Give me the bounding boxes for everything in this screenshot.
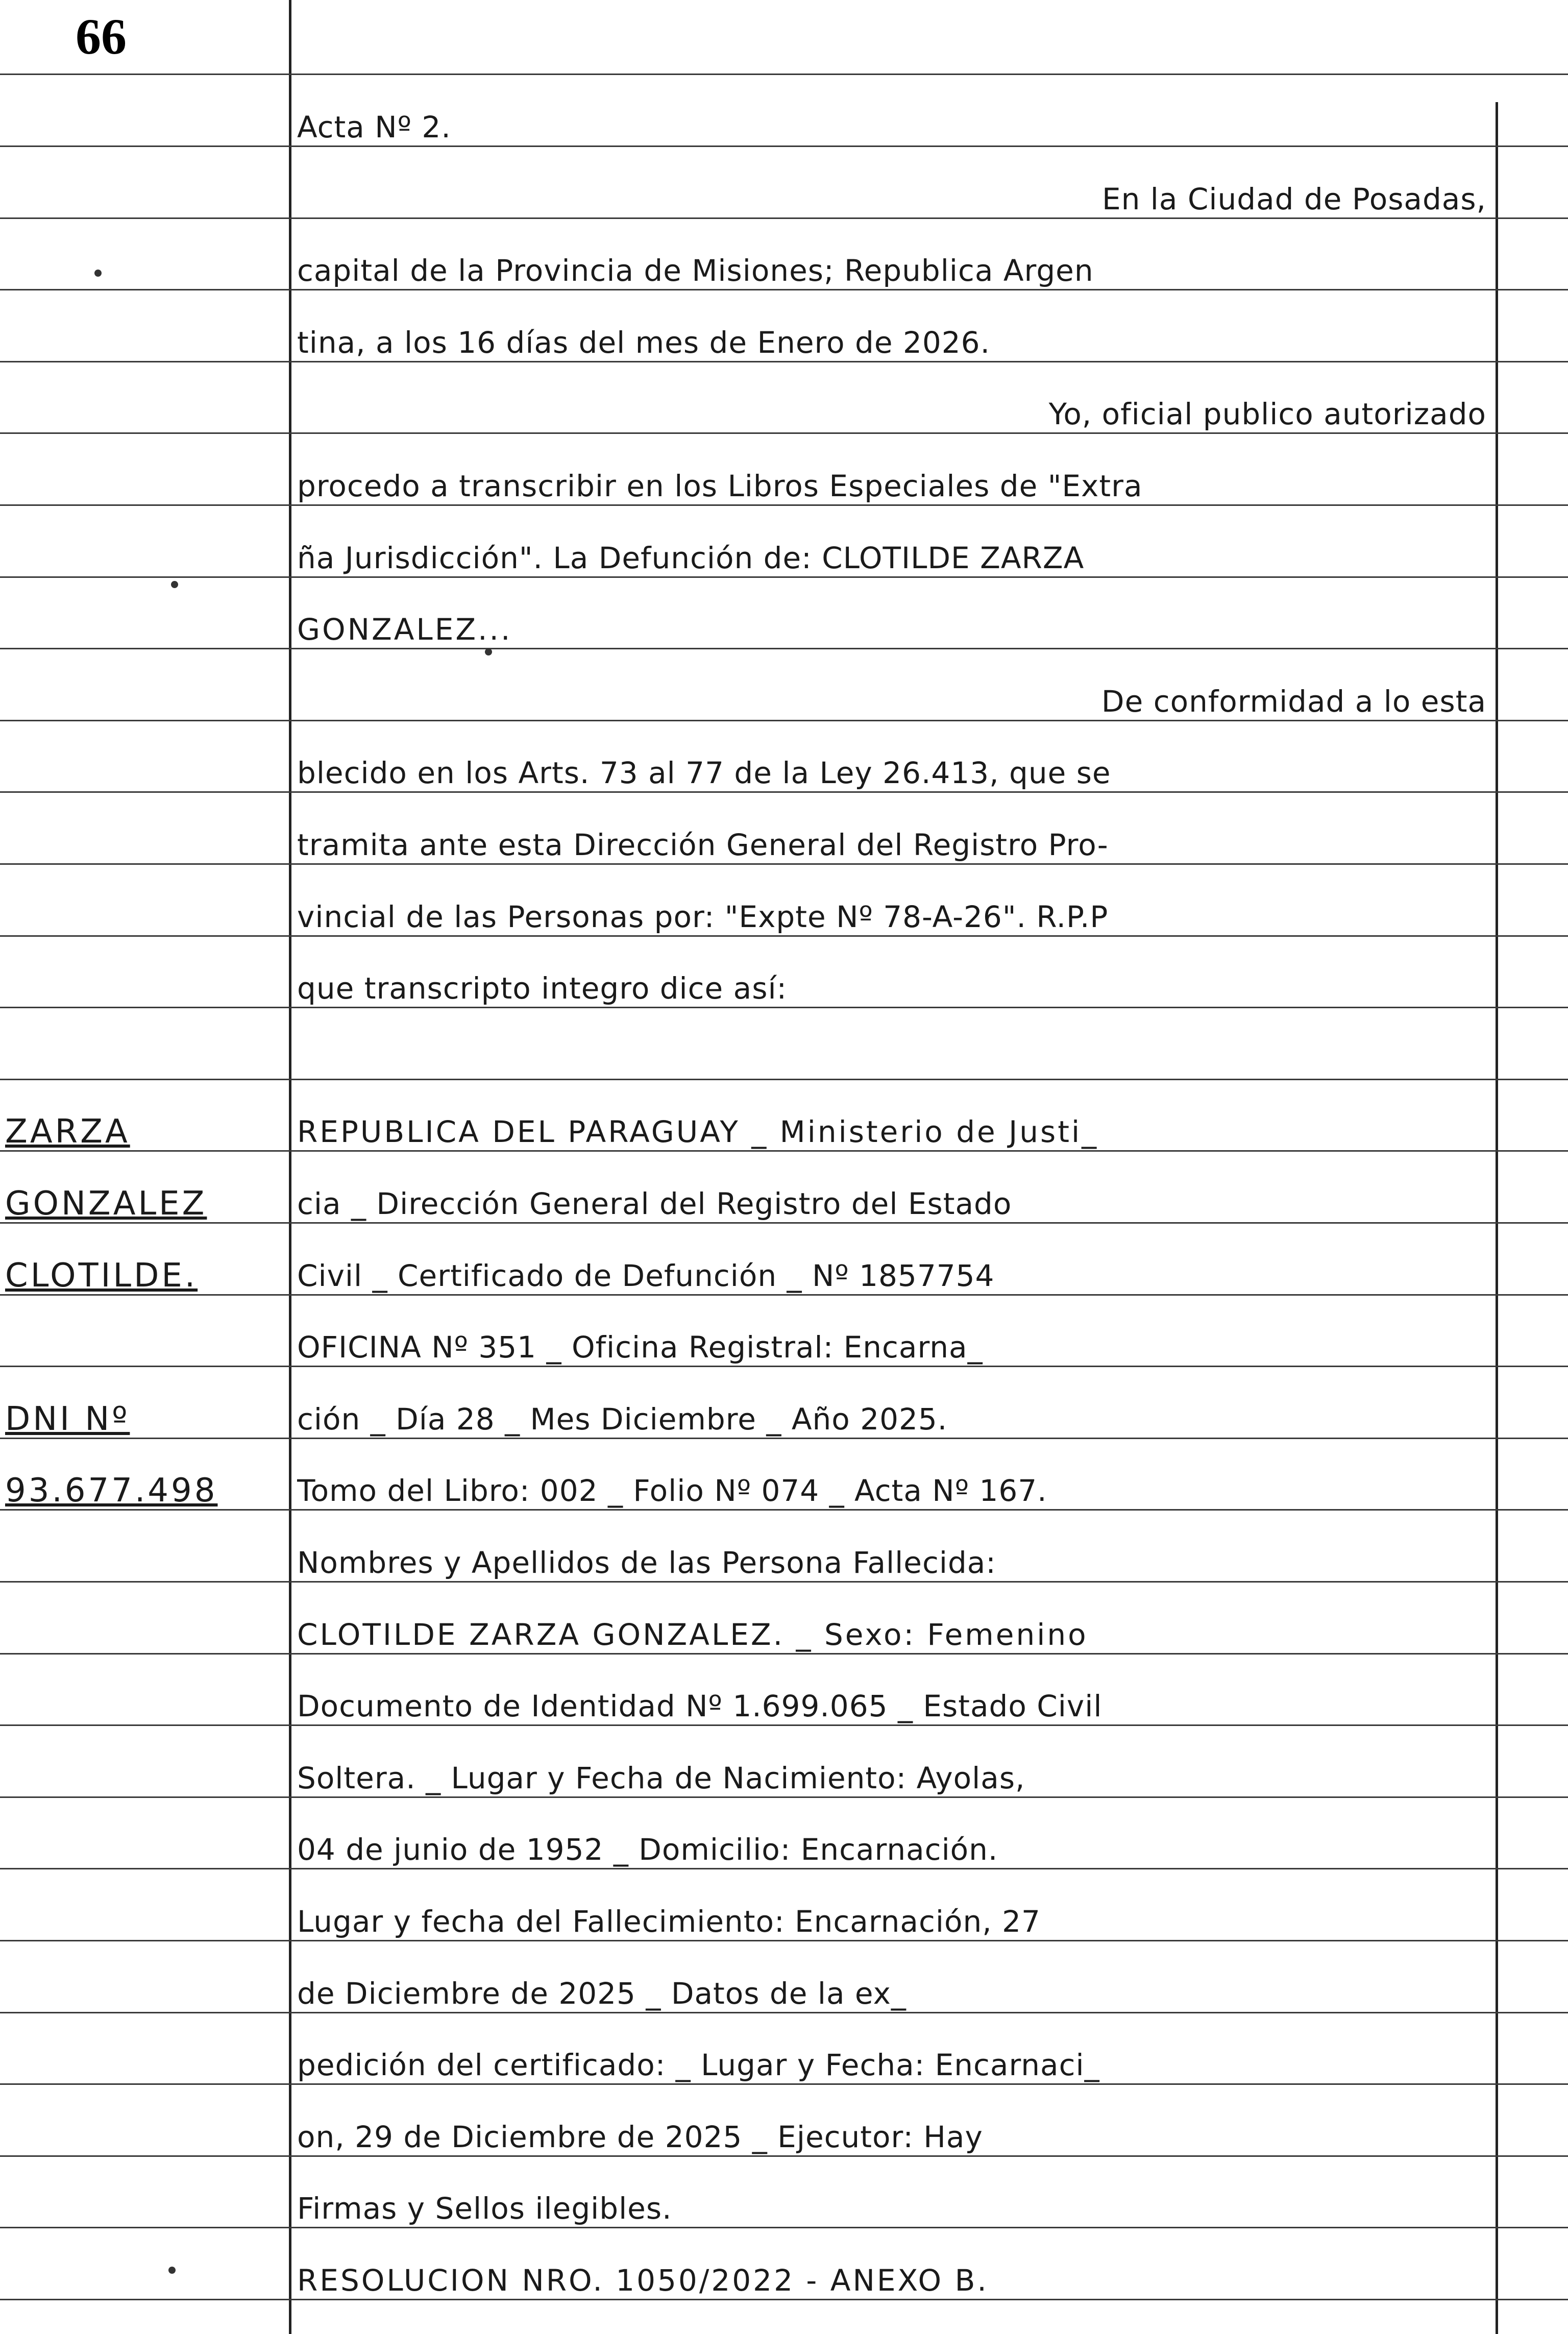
text-line: Firmas y Sellos ilegibles. xyxy=(297,2191,672,2226)
text-line: Nombres y Apellidos de las Persona Fallecida: xyxy=(297,1545,996,1580)
text-line xyxy=(297,1040,1486,1081)
text-line: cia _ Dirección General del Registro del Estado xyxy=(297,1186,1012,1221)
pen-dot xyxy=(94,270,102,277)
text-line: tina, a los 16 días del mes de Enero de 2026. xyxy=(297,325,991,360)
text-line: procedo a transcribir en los Libros Especiales de "Extra xyxy=(297,469,1143,503)
text-line: Yo, oficial publico autorizado xyxy=(1048,397,1486,431)
text-line: Acta Nº 2. xyxy=(297,110,451,144)
text-line: 04 de junio de 1952 _ Domicilio: Encarnación. xyxy=(297,1832,998,1867)
text-line: blecido en los Arts. 73 al 77 de la Ley 26.413, que se xyxy=(297,756,1111,790)
pen-dot xyxy=(168,2267,176,2274)
text-line: RESOLUCION NRO. 1050/2022 - ANEXO B. xyxy=(297,2263,989,2298)
text-line: ción _ Día 28 _ Mes Diciembre _ Año 2025. xyxy=(297,1402,948,1437)
margin-note: 93.677.498 xyxy=(5,1472,218,1510)
text-line: Tomo del Libro: 002 _ Folio Nº 074 _ Acta Nº 167. xyxy=(297,1473,1047,1508)
text-line: Documento de Identidad Nº 1.699.065 _ Estado Civil xyxy=(297,1689,1102,1723)
text-line: OFICINA Nº 351 _ Oficina Registral: Encarna_ xyxy=(297,1330,983,1365)
ruled-line xyxy=(0,74,1568,75)
margin-note: CLOTILDE. xyxy=(5,1257,198,1295)
text-line: De conformidad a lo esta xyxy=(1101,684,1486,719)
margin-note: DNI Nº xyxy=(5,1400,130,1438)
pen-dot xyxy=(485,648,492,655)
page-number: 66 xyxy=(76,8,127,65)
right-margin-line xyxy=(1496,102,1498,2334)
text-line: pedición del certificado: _ Lugar y Fecha: Encarnaci_ xyxy=(297,2048,1100,2082)
text-line: REPUBLICA DEL PARAGUAY _ Ministerio de Justi_ xyxy=(297,1114,1099,1149)
pen-dot xyxy=(171,581,178,588)
margin-note: GONZALEZ xyxy=(5,1185,207,1223)
text-line: CLOTILDE ZARZA GONZALEZ. _ Sexo: Femenino xyxy=(297,1617,1088,1652)
text-line: Civil _ Certificado de Defunción _ Nº 1857754 xyxy=(297,1258,995,1293)
text-line: Lugar y fecha del Fallecimiento: Encarnación, 27 xyxy=(297,1904,1041,1939)
text-line: GONZALEZ... xyxy=(297,612,512,647)
text-line: capital de la Provincia de Misiones; Republica Argen xyxy=(297,253,1094,288)
left-margin-line xyxy=(289,0,291,2334)
text-line: de Diciembre de 2025 _ Datos de la ex_ xyxy=(297,1976,906,2011)
text-line: Soltera. _ Lugar y Fecha de Nacimiento: Ayolas, xyxy=(297,1761,1025,1795)
text-line: que transcripto integro dice así: xyxy=(297,971,788,1006)
margin-note: ZARZA xyxy=(5,1113,130,1151)
text-line: ña Jurisdicción". La Defunción de: CLOTILDE ZARZA xyxy=(297,541,1085,575)
text-line: vincial de las Personas por: "Expte Nº 78-A-26". R.P.P xyxy=(297,899,1109,934)
text-line: En la Ciudad de Posadas, xyxy=(1101,182,1486,216)
text-line: on, 29 de Diciembre de 2025 _ Ejecutor: Hay xyxy=(297,2120,983,2154)
text-line: tramita ante esta Dirección General del Registro Pro- xyxy=(297,828,1109,862)
